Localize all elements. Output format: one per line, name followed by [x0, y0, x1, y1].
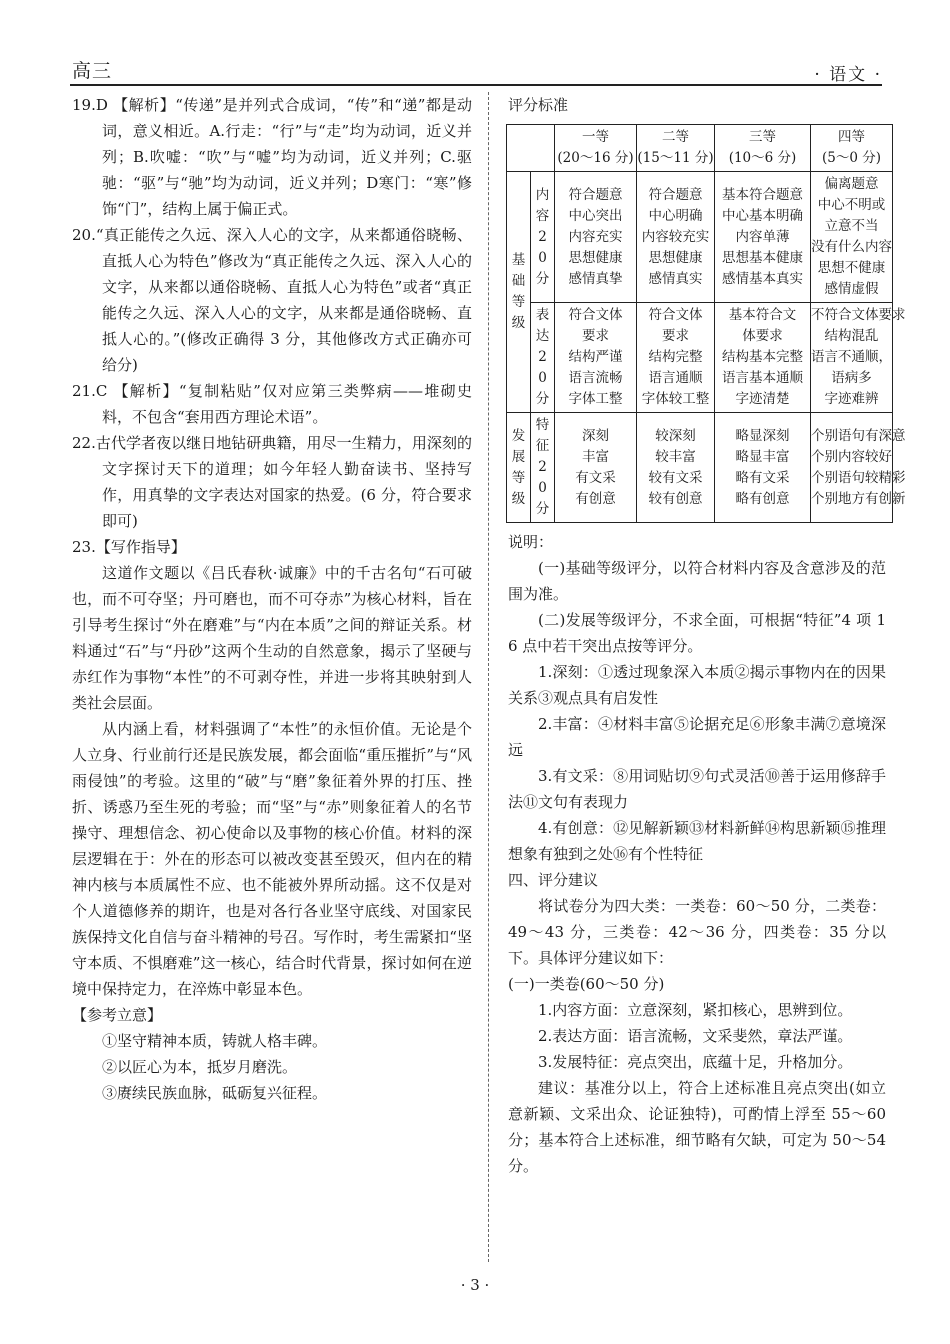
criteria-line: 感情真实: [648, 270, 703, 287]
criteria-line: 内容较充实: [641, 228, 710, 245]
paragraph-sm: 说明：: [508, 533, 554, 551]
criteria-line: 较深刻: [655, 427, 696, 444]
group-label-cell: [507, 413, 531, 523]
paragraph-q19: 19.D 【解析】“传递”是并列式合成词，“传”和“递”都是动词，意义相近。A.行走：“行”与“走”均为动词，近义并列；B.吹嘘：“吹”与“嘘”均为动词，近义并列；C.驱驰：“驱”与“驰”均为动词，近义并列；D寒门：“寒”修饰“门”，结构上属于偏正式。: [72, 96, 472, 218]
criteria-line: 字迹清楚: [735, 391, 790, 407]
criteria-cell: [811, 172, 893, 303]
paragraph-ref: 【参考立意】: [72, 1006, 163, 1024]
criteria-line: 内容单薄: [735, 228, 790, 245]
paragraph-ref1: ①坚守精神本质，铸就人格丰碑。: [102, 1032, 328, 1050]
criteria-line: 深刻: [582, 427, 609, 444]
grade-name: 四等: [838, 129, 865, 145]
criteria-cell: [555, 172, 637, 303]
row-label-cell: [531, 303, 555, 413]
grade-header-2: [637, 125, 715, 172]
criteria-line: 思想不健康: [817, 260, 886, 276]
criteria-line: 感情真挚: [568, 270, 623, 287]
criteria-line: 符合题意: [568, 186, 623, 203]
grade-range: (10～6 分): [728, 150, 797, 166]
grade-range: (15～11 分): [637, 150, 714, 166]
row-label-cell: [531, 413, 555, 523]
criteria-line: 略有文采: [735, 469, 790, 486]
paragraph-sm6: 4.有创意：⑫见解新颖⑬材料新鲜⑭构思新颖⑮推理想象有独到之处⑯有个性特征: [508, 819, 886, 863]
criteria-line: 基本符合题意: [722, 186, 803, 203]
criteria-line: 语言通顺: [648, 370, 703, 386]
grade-header-3: [715, 125, 811, 172]
group-label-cell: [507, 172, 531, 413]
criteria-line: 语言基本通顺: [722, 370, 803, 386]
criteria-cell: [715, 172, 811, 303]
criteria-line: 要求: [662, 328, 689, 344]
paragraph-jy1: 将试卷分为四大类：一类卷：60～50 分，二类卷：49～43 分，三类卷：42～36 分，四类卷：35 分以下。具体评分建议如下：: [508, 897, 886, 967]
paragraph-jy5: 3.发展特征：亮点突出，底蕴十足，升格加分。: [538, 1053, 853, 1071]
grade-name: 一等: [582, 129, 609, 145]
criteria-line: 中心基本明确: [722, 207, 803, 224]
criteria-line: 思想健康: [648, 249, 703, 266]
criteria-cell: [811, 413, 906, 523]
criteria-line: 思想基本健康: [722, 249, 803, 266]
grade-range: (5～0 分): [821, 150, 881, 166]
criteria-line: 较有文采: [648, 469, 703, 486]
criteria-line: 结构基本完整: [722, 349, 803, 365]
paragraph-jy: 四、评分建议: [508, 871, 599, 889]
criteria-line: 个别语句较精彩: [811, 469, 906, 486]
paragraph-q23: 23.【写作指导】: [72, 538, 186, 556]
criteria-line: 符合题意: [648, 186, 703, 203]
table-row: [507, 413, 893, 523]
criteria-line: 略显丰富: [735, 448, 790, 465]
criteria-line: 符合文体: [568, 307, 623, 323]
criteria-line: 感情虚假: [824, 281, 879, 297]
scoring-table: [506, 124, 906, 523]
criteria-line: 个别地方有创新: [811, 490, 906, 507]
paragraph-sm2: (二)发展等级评分，不求全面，可根据“特征”4 项 16 点中若干突出点按等评分。: [508, 611, 886, 655]
criteria-line: 中心不明或: [817, 197, 886, 213]
paragraph-q23p2: 从内涵上看，材料强调了“本性”的永恒价值。无论是个人立身、行业前行还是民族发展，都会面临“重压摧折”与“风雨侵蚀”的考验。这里的“破”与“磨”象征着外界的打压、挫折、诱惑乃至生死的考验；而“坚”与“赤”则象征着人的名节操守、理想信念、初心使命以及事物的核心价值。材料的深层逻辑在于：外在的形态可以被改变甚至毁灭，但内在的精神内核与本质属性不应、也不能被外界所动摇。这不仅是对个人道德修养的期许，也是对各行各业坚守底线、对国家民族保持文化自信与奋斗精神的号召。写作时，考生需紧扣“坚守本质、不惧磨难”这一核心，结合时代背景，探讨如何在逆境中保持定力，在淬炼中彰显本色。: [72, 720, 472, 998]
paragraph-jy4: 2.表达方面：语言流畅，文采斐然，章法严谨。: [538, 1027, 853, 1045]
right-column: [508, 92, 906, 1179]
grade-header-1: [555, 125, 637, 172]
criteria-cell: [715, 413, 811, 523]
criteria-line: 中心突出: [568, 207, 623, 224]
criteria-line: 有文采: [575, 469, 616, 486]
criteria-line: 字体较工整: [641, 391, 710, 407]
criteria-line: 没有什么内容: [811, 239, 892, 255]
group-label-cell-text: 发展等级: [511, 427, 526, 507]
criteria-line: 偏离题意: [824, 176, 879, 192]
paragraph-q22: 22.古代学者夜以继日地钻研典籍，用尽一生精力，用深刻的文字探讨天下的道理；如今年轻人勤奋读书、坚持写作，用真挚的文字表达对国家的热爱。(6 分，符合要求即可): [72, 434, 472, 530]
criteria-line: 语言流畅: [568, 370, 623, 386]
criteria-line: 思想健康: [568, 249, 623, 266]
table-row: [507, 303, 893, 413]
criteria-line: 略有创意: [735, 490, 790, 507]
group-label-cell-text: 基础等级: [511, 252, 526, 331]
criteria-cell: [555, 413, 637, 523]
grade-header-4: [811, 125, 893, 172]
paragraph-ref3: ③赓续民族血脉，砥砺复兴征程。: [102, 1084, 328, 1102]
criteria-cell: [637, 303, 715, 413]
criteria-line: 字体工整: [568, 391, 623, 407]
grade-name: 二等: [662, 129, 689, 145]
criteria-line: 略显深刻: [735, 427, 790, 444]
paragraph-q23p1: 这道作文题以《吕氏春秋·诚廉》中的千古名句“石可破也，而不可夺坚；丹可磨也，而不可夺赤”为核心材料，旨在引导考生探讨“外在磨难”与“内在本质”之间的辩证关系。材料通过“石”与“丹砂”这两个生动的自然意象，揭示了坚硬与赤红作为事物“本性”的不可剥夺性，并进一步将其映射到人类社会层面。: [72, 564, 472, 712]
page-number: · 3 ·: [460, 1276, 490, 1294]
criteria-line: 结构严谨: [568, 349, 623, 365]
criteria-line: 结构混乱: [824, 328, 879, 344]
criteria-line: 个别内容较好: [811, 448, 892, 465]
paragraph-sm1: (一)基础等级评分，以符合材料内容及含意涉及的范围为准。: [508, 559, 886, 603]
criteria-cell: [715, 303, 811, 413]
table-header-row: [507, 125, 893, 172]
criteria-line: 感情基本真实: [722, 270, 803, 287]
criteria-line: 较有创意: [648, 490, 703, 507]
row-label-cell-text: 表达20分: [535, 307, 550, 407]
left-column: [72, 92, 472, 1106]
scoring-title: 评分标准: [508, 96, 569, 114]
criteria-cell: [555, 303, 637, 413]
criteria-line: 立意不当: [824, 218, 879, 234]
paragraph-sm5: 3.有文采：⑧用词贴切⑨句式灵活⑩善于运用修辞手法⑪文句有表现力: [508, 767, 886, 811]
criteria-line: 有创意: [575, 490, 616, 507]
criteria-line: 结构完整: [648, 349, 703, 365]
paragraph-jy2: (一)一类卷(60～50 分): [508, 975, 665, 993]
grade-name: 三等: [749, 129, 776, 145]
criteria-line: 符合文体: [648, 307, 703, 323]
row-label-cell-text: 内容20分: [535, 186, 550, 287]
grade-range: (20～16 分): [557, 150, 634, 166]
criteria-line: 较丰富: [655, 448, 696, 465]
paragraph-q21: 21.C 【解析】“复制粘贴”仅对应第三类弊病——堆砌史料，不包含“套用西方理论术语”。: [72, 382, 472, 426]
criteria-cell: [637, 413, 715, 523]
paragraph-jy3: 1.内容方面：立意深刻，紧扣核心，思辨到位。: [538, 1001, 853, 1019]
criteria-line: 体要求: [742, 328, 783, 344]
paragraph-sm3: 1.深刻：①透过现象深入本质②揭示事物内在的因果关系③观点具有启发性: [508, 663, 886, 707]
criteria-line: 丰富: [582, 448, 609, 465]
criteria-line: 字迹难辨: [824, 391, 879, 407]
criteria-line: 语病多: [831, 370, 872, 386]
paragraph-sm4: 2.丰富：④材料丰富⑤论据充足⑥形象丰满⑦意境深远: [508, 715, 886, 759]
criteria-line: 基本符合文: [728, 307, 797, 323]
row-label-cell-text: 特征20分: [535, 417, 550, 517]
criteria-cell: [811, 303, 906, 413]
criteria-line: 语言不通顺，: [811, 349, 892, 365]
subject-label: · 语文 ·: [814, 65, 882, 85]
grade-label: 高三: [72, 60, 113, 82]
table-row: [507, 172, 893, 303]
paragraph-jy6: 建议：基准分以上，符合上述标准且亮点突出(如立意新颖、文采出众、论证独特)，可酌情上浮至 55～60 分；基本符合上述标准，细节略有欠缺，可定为 50～54 分。: [508, 1079, 886, 1175]
paragraph-ref2: ②以匠心为本，抵岁月磨洗。: [102, 1058, 298, 1076]
paragraph-q20: 20.“真正能传之久远、深入人心的文字，从来都通俗晓畅、直抵人心为特色”修改为“真正能传之久远、深入人心的文字，从来都以通俗晓畅、直抵人心为特色”或者“真正能传之久远、深入人心的文字，从来都是通俗晓畅、直抵人心的。”(修改正确得 3 分，其他修改方式正确亦可给分): [72, 226, 472, 374]
table-corner-cell: [507, 125, 555, 172]
criteria-line: 中心明确: [648, 207, 703, 224]
criteria-cell: [637, 172, 715, 303]
criteria-line: 个别语句有深意: [811, 427, 906, 444]
header-rule: [70, 84, 882, 86]
column-divider: [488, 92, 489, 1262]
criteria-line: 要求: [582, 328, 609, 344]
row-label-cell: [531, 172, 555, 303]
criteria-line: 不符合文体要求: [811, 307, 906, 323]
right-column-text: [508, 529, 886, 1179]
criteria-line: 内容充实: [568, 228, 623, 245]
